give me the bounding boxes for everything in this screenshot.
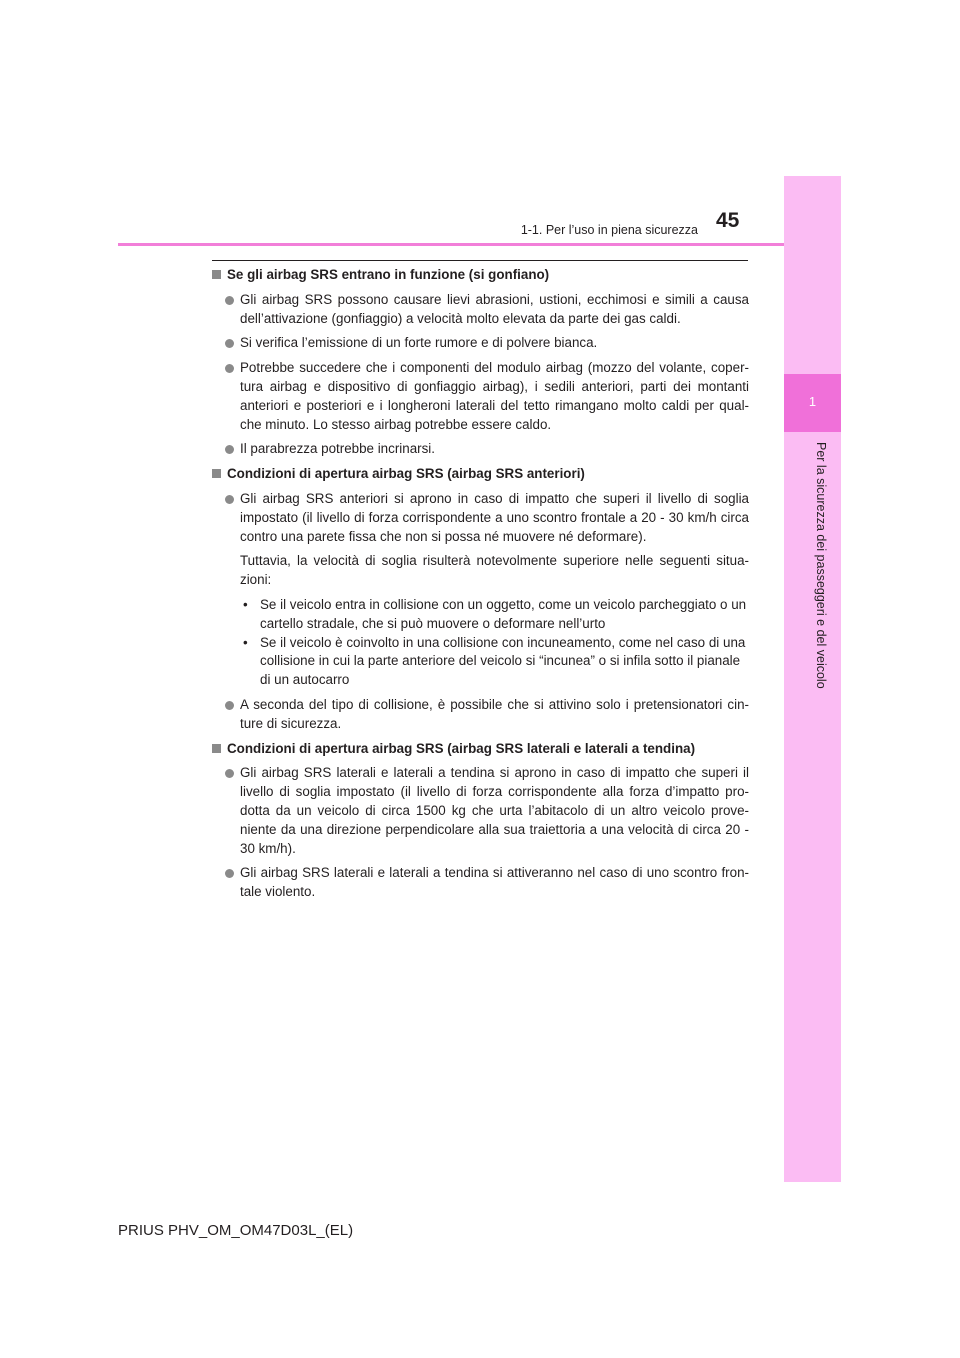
chapter-title: Per la sicurezza dei passeggeri e del veicolo — [814, 442, 828, 689]
list-item: A seconda del tipo di collisione, è possibile che si attivino solo i pretensionatori cin-ture di sicurezza. — [212, 696, 749, 734]
circle-bullet-icon — [225, 364, 234, 373]
list-item: Gli airbag SRS laterali e laterali a tendina si aprono in caso di impatto che superi il livello di soglia impostato (il livello di forza corrispondente alla forza d’impatto pro-dotta da un veicolo di circa 1500 kg che urta l’abitacolo di un altro veicolo prove-niente da una direzione perpendicolare alla sua traiettoria a una velocità di circa 20 - 30 km/h). — [212, 764, 749, 858]
square-bullet-icon — [212, 270, 221, 279]
chapter-side-tab[interactable] — [784, 176, 841, 1182]
section-heading: Se gli airbag SRS entrano in funzione (si gonfiano) — [212, 266, 749, 285]
chapter-number: 1 — [808, 394, 817, 409]
list-item: Si verifica l’emissione di un forte rumore e di polvere bianca. — [212, 334, 749, 353]
circle-bullet-icon — [225, 495, 234, 504]
circle-bullet-icon — [225, 769, 234, 778]
circle-bullet-icon — [225, 445, 234, 454]
circle-bullet-icon — [225, 339, 234, 348]
square-bullet-icon — [212, 469, 221, 478]
list-item: Il parabrezza potrebbe incrinarsi. — [212, 440, 749, 459]
page-number: 45 — [716, 209, 740, 232]
section-title: 1-1. Per l’uso in piena sicurezza — [520, 223, 698, 237]
section-heading: Condizioni di apertura airbag SRS (airbag SRS laterali e laterali a tendina) — [212, 740, 749, 759]
circle-bullet-icon — [225, 296, 234, 305]
content-top-divider — [212, 260, 748, 261]
circle-bullet-icon — [225, 869, 234, 878]
page-content — [212, 266, 749, 908]
paragraph: Tuttavia, la velocità di soglia risulterà notevolmente superiore nelle seguenti situa-zioni: — [240, 553, 749, 588]
document-code: PRIUS PHV_OM_OM47D03L_(EL) — [118, 1222, 354, 1239]
list-item: Gli airbag SRS laterali e laterali a tendina si attiveranno nel caso di uno scontro fron-tale violento. — [212, 864, 749, 902]
sub-list-item: • Se il veicolo è coinvolto in una collisione con incuneamento, come nel caso di una collisione in cui la parte anteriore del veicolo si “incunea” o si infila sotto il pianale di un autocarro — [243, 634, 746, 688]
list-item: Potrebbe succedere che i componenti del modulo airbag (mozzo del volante, coper-tura airbag e dispositivo di gonfiaggio airbag), i sedili anteriori, parti dei montanti anteriori e posteriori e i longheroni laterali del tetto rimangano molto caldi per qual-che minuto. Lo stesso airbag potrebbe essere caldo. — [212, 359, 749, 434]
list-item: Gli airbag SRS anteriori si aprono in caso di impatto che superi il livello di soglia impostato (il livello di forza corrispondente a uno scontro frontale a 20 - 30 km/h circa contro una parete fissa che non si possa né muovere né deformare). — [212, 490, 749, 546]
circle-bullet-icon — [225, 701, 234, 710]
list-item: Gli airbag SRS possono causare lievi abrasioni, ustioni, ecchimosi e simili a causa dell’attivazione (gonfiaggio) a velocità molto elevata da parte dei gas caldi. — [212, 291, 749, 329]
sub-list-item: • Se il veicolo entra in collisione con un oggetto, come un veicolo parcheggiato o un cartello stradale, che si può muovere o deformare nell’urto — [243, 596, 747, 631]
square-bullet-icon — [212, 744, 221, 753]
section-heading: Condizioni di apertura airbag SRS (airbag SRS anteriori) — [212, 465, 749, 484]
header-divider — [118, 243, 784, 246]
